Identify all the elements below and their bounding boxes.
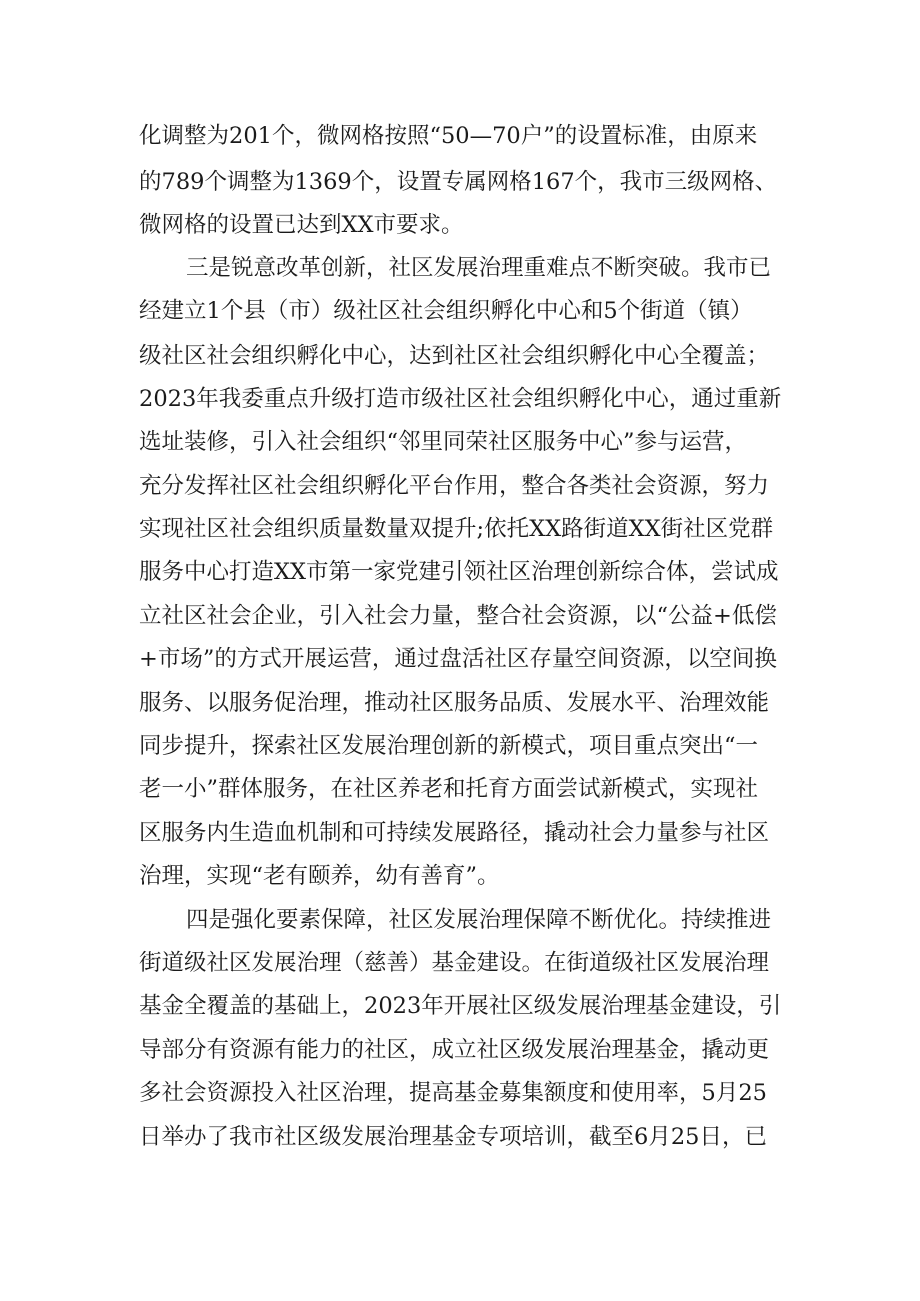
paragraph-line: 充分发挥社区社会组织孵化平台作用，整合各类社会资源，努力 [139, 473, 770, 499]
paragraph-line: 区服务内生造血机制和可持续发展路径，撬动社会力量参与社区 [139, 820, 770, 846]
paragraph-line: 微网格的设置已达到XX市要求。 [139, 212, 464, 238]
paragraph-line: 的789个调整为1369个，设置专属网格167个，我市三级网格、 [139, 169, 778, 195]
paragraph-line: 三是锐意改革创新，社区发展治理重难点不断突破。我市已 [186, 255, 772, 281]
paragraph-line: 立社区社会企业，引入社会力量，整合社会资源，以“公益+低偿 [139, 603, 777, 629]
paragraph-line: 四是强化要素保障，社区发展治理保障不断优化。持续推进 [186, 907, 772, 933]
paragraph-line: 多社会资源投入社区治理，提高基金募集额度和使用率，5月25 [139, 1080, 767, 1106]
paragraph-line: 经建立1个县（市）级社区社会组织孵化中心和5个街道（镇） [139, 298, 753, 324]
paragraph-line: 2023年我委重点升级打造市级社区社会组织孵化中心，通过重新 [139, 386, 782, 412]
paragraph-line: 服务中心打造XX市第一家党建引领社区治理创新综合体，尝试成 [139, 559, 779, 585]
paragraph-line: 化调整为201个，微网格按照“50—70户”的设置标准，由原来 [139, 123, 758, 149]
paragraph-line: 街道级社区发展治理（慈善）基金建设。在街道级社区发展治理 [139, 950, 770, 976]
paragraph-line: 治理，实现“老有颐养，幼有善育”。 [139, 863, 500, 889]
paragraph-line: 基金全覆盖的基础上，2023年开展社区级发展治理基金建设，引 [139, 993, 782, 1019]
paragraph-line: 级社区社会组织孵化中心，达到社区社会组织孵化中心全覆盖； [139, 343, 770, 369]
paragraph-line: 老一小”群体服务，在社区养老和托育方面尝试新模式，实现社 [139, 776, 759, 802]
paragraph-line: +市场”的方式开展运营，通过盘活社区存量空间资源，以空间换 [139, 646, 777, 672]
paragraph-line: 日举办了我市社区级发展治理基金专项培训，截至6月25日，已 [139, 1124, 767, 1150]
paragraph-line: 同步提升，探索社区发展治理创新的新模式，项目重点突出“一 [139, 733, 759, 759]
paragraph-line: 服务、以服务促治理，推动社区服务品质、发展水平、治理效能 [139, 690, 770, 716]
paragraph-line: 导部分有资源有能力的社区，成立社区级发展治理基金，撬动更 [139, 1037, 770, 1063]
paragraph-line: 选址装修，引入社会组织“邻里同荣社区服务中心”参与运营， [139, 429, 748, 455]
paragraph-line: 实现社区社会组织质量数量双提升;依托XX路街道XX街社区党群 [139, 516, 774, 542]
